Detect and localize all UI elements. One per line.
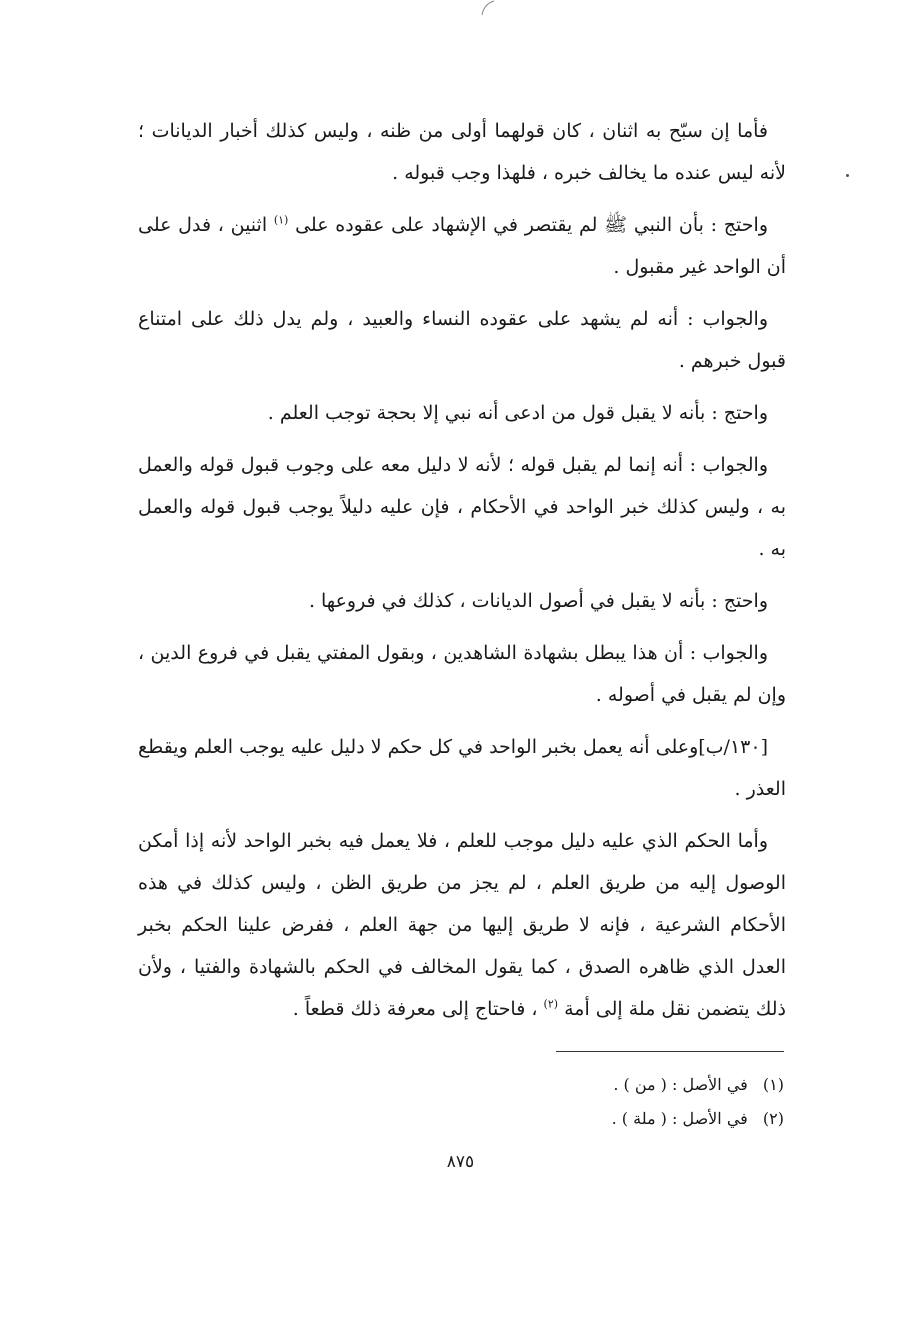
main-text bbox=[138, 110, 786, 1040]
scan-artifact-mark bbox=[478, 0, 498, 20]
paragraph-8 bbox=[138, 726, 786, 810]
footnote-ref-2[interactable]: (٢) bbox=[543, 997, 559, 1011]
footnote-1-number: (١) bbox=[762, 1075, 784, 1094]
paragraph-8-text: [١٣٠/ب]وعلى أنه يعمل بخبر الواحد في كل حكم لا دليل عليه يوجب العلم ويقطع العذر . bbox=[138, 736, 786, 800]
footnote-1 bbox=[400, 1068, 784, 1102]
paragraph-4 bbox=[138, 392, 786, 434]
footnote-2 bbox=[400, 1102, 784, 1136]
paragraph-6 bbox=[138, 580, 786, 622]
footnote-separator bbox=[556, 1051, 784, 1052]
paragraph-9-text-cont: ، فاحتاج إلى معرفة ذلك قطعاً . bbox=[292, 998, 538, 1020]
paragraph-5 bbox=[138, 444, 786, 570]
footnote-ref-1[interactable]: (١) bbox=[273, 213, 289, 227]
paragraph-5-text: والجواب : أنه إنما لم يقبل قوله ؛ لأنه لا دليل معه على وجوب قبول قوله والعمل به ، وليس كذلك خبر الواحد في الأحكام ، فإن عليه دليلاً يوجب قبول قوله والعمل به . bbox=[138, 454, 786, 560]
paragraph-2 bbox=[138, 204, 786, 288]
paragraph-3-text: والجواب : أنه لم يشهد على عقوده النساء والعبيد ، ولم يدل ذلك على امتناع قبول خبرهم . bbox=[138, 308, 786, 372]
paragraph-1-text: فأما إن سبّح به اثنان ، كان قولهما أولى من ظنه ، وليس كذلك أخبار الديانات ؛ لأنه ليس عنده ما يخالف خبره ، فلهذا وجب قبوله . bbox=[138, 120, 786, 184]
page-number: ٨٧٥ bbox=[446, 1152, 475, 1172]
paragraph-9-text: وأما الحكم الذي عليه دليل موجب للعلم ، فلا يعمل فيه بخبر الواحد لأنه إذا أمكن الوصول إليه من طريق العلم ، لم يجز من طريق الظن ، وليس كذلك في هذه الأحكام الشرعية ، فإنه لا طريق إليها من جهة العلم ، ففرض علينا الحكم بخبر العدل الذي ظاهره الصدق ، كما يقول المخالف في الحكم بالشهادة والفتيا ، ولأن ذلك يتضمن نقل ملة إلى أمة bbox=[138, 830, 786, 1020]
paragraph-2-text-cont: اثنين ، فدل على أن الواحد غير مقبول . bbox=[138, 214, 786, 278]
footnotes bbox=[400, 1068, 784, 1136]
footnote-2-text: في الأصل : ( ملة ) . bbox=[611, 1109, 748, 1128]
paragraph-1 bbox=[138, 110, 786, 194]
footnote-2-number: (٢) bbox=[762, 1109, 784, 1128]
footnote-1-text: في الأصل : ( من ) . bbox=[613, 1075, 748, 1094]
paragraph-2-text: واحتج : بأن النبي ﷺ لم يقتصر في الإشهاد على عقوده على bbox=[295, 214, 768, 236]
paragraph-7-text: والجواب : أن هذا يبطل بشهادة الشاهدين ، وبقول المفتي يقبل في فروع الدين ، وإن لم يقبل في أصوله . bbox=[138, 642, 786, 706]
paragraph-3 bbox=[138, 298, 786, 382]
paragraph-9 bbox=[138, 820, 786, 1030]
paragraph-7 bbox=[138, 632, 786, 716]
scan-artifact-dot bbox=[846, 174, 849, 177]
paragraph-6-text: واحتج : بأنه لا يقبل في أصول الديانات ، كذلك في فروعها . bbox=[308, 590, 768, 612]
paragraph-4-text: واحتج : بأنه لا يقبل قول من ادعى أنه نبي إلا بحجة توجب العلم . bbox=[267, 402, 768, 424]
